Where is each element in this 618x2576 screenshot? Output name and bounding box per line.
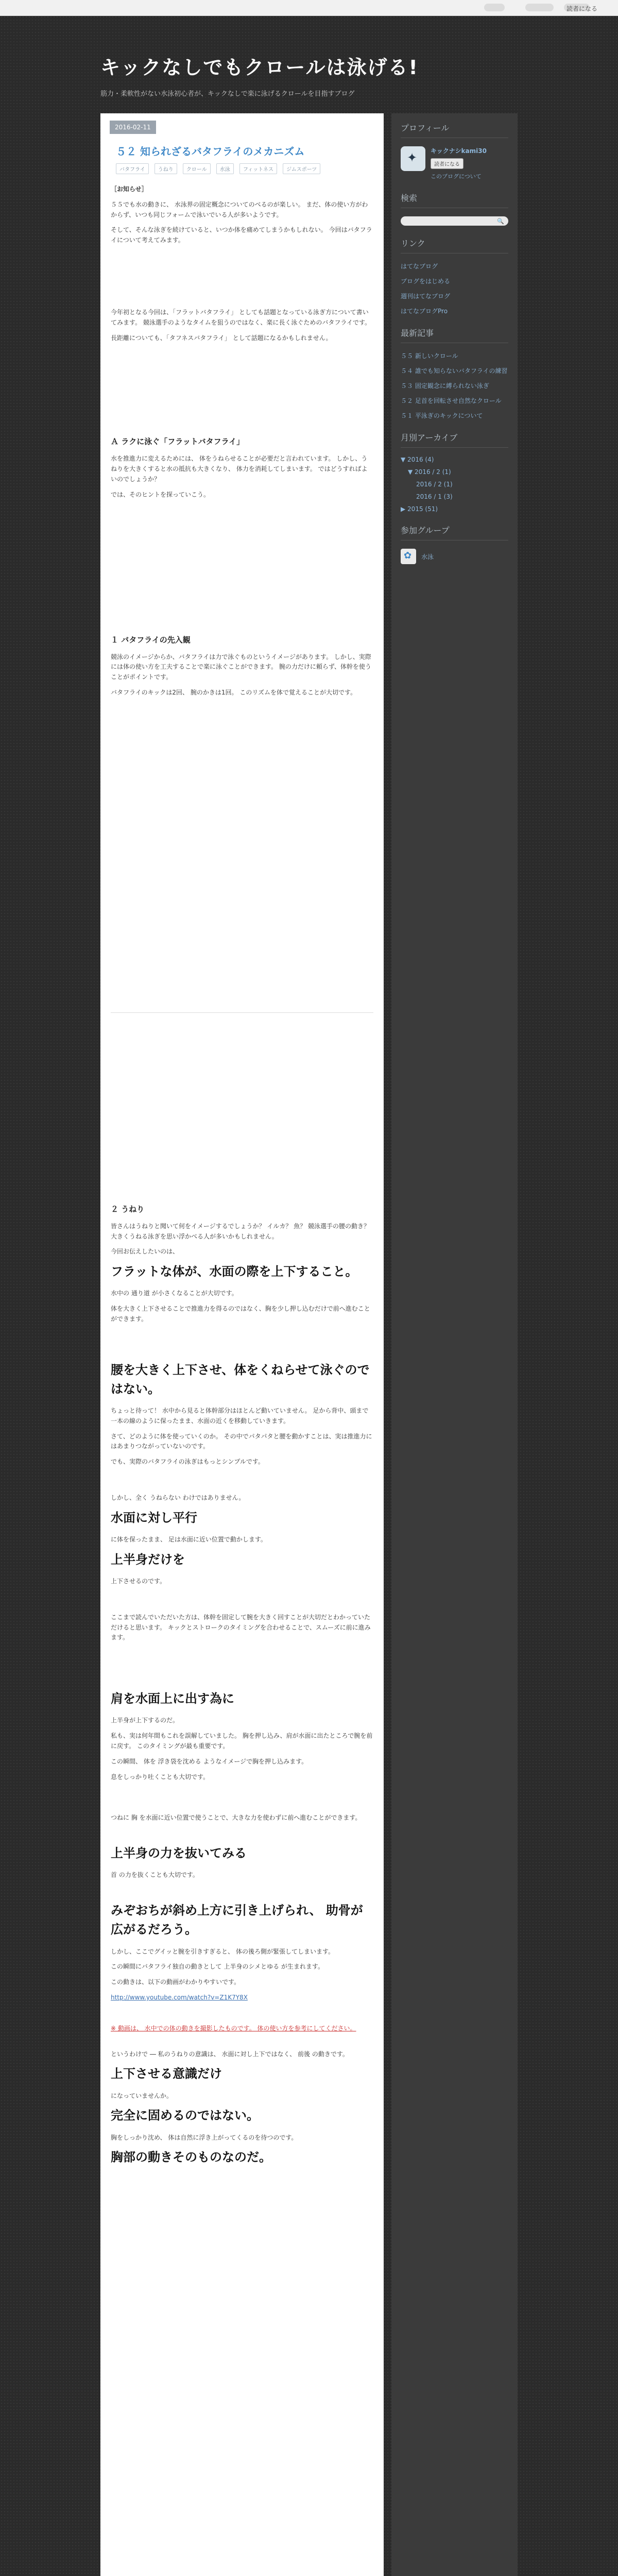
group-heading: 参加グループ — [401, 524, 508, 540]
archive-item[interactable]: ▶ 2015 (51) — [401, 505, 438, 513]
paragraph: しかし、ここでグイッと腕を引きすぎると、 体の後ろ側が緊張してしまいます。 — [111, 1947, 335, 1955]
paragraph: 上半身が上下するのだ。 — [111, 1717, 179, 1724]
archive-item[interactable]: 2016 / 1 (3) — [416, 493, 453, 500]
intro-paragraph: ５５でも水の動きに、 水泳界の固定概念についてのべるのが楽しい。 まだ、体の使い方がわからず、いつも同じフォームで泳いでいる人が多いようです。 — [111, 200, 368, 218]
paragraph: に体を保ったまま、 足は水面に近い位置で動かします。 — [111, 1536, 267, 1544]
tag[interactable]: ジムスポーツ — [283, 163, 320, 174]
top-bar — [0, 0, 618, 16]
paragraph: この瞬間、 体を 浮き袋を沈める ようなイメージで胸を押し込みます。 — [111, 1757, 308, 1765]
group-item[interactable] — [401, 549, 508, 564]
emphasis-text: 腰を大きく上下させ、体をくねらせて泳ぐのではない。 — [111, 1362, 370, 1396]
reader-button[interactable]: 読者になる — [566, 5, 597, 12]
archive-item[interactable]: 2016 / 2 (1) — [416, 481, 453, 488]
avatar[interactable] — [401, 146, 425, 171]
emphasis-text: 胸部の動きそのものなのだ。 — [111, 2150, 271, 2165]
follow-button[interactable]: 読者になる — [431, 158, 464, 169]
paragraph: 息をしっかり吐くことも大切です。 — [111, 1773, 210, 1781]
lead-paragraph: 今年初となる今回は、「フラットバタフライ」 としても話題となっている泳ぎ方について書いてみます。 競泳選手のようなタイムを狙うのではなく、楽に長く泳ぐためのバタフライです。 — [111, 308, 371, 326]
topbar-pill — [484, 4, 505, 11]
emphasis-text: みぞおちが斜め上方に引き上げられ、 助骨が広がるだろう。 — [111, 1903, 363, 1937]
about-link[interactable]: このブログについて — [431, 173, 482, 180]
profile-name[interactable]: キックナシkami30 — [431, 147, 487, 155]
tag[interactable]: うねり — [154, 163, 177, 174]
paragraph: 私も、実は何年間もこれを誤解していました。 胸を押し込み、肩が水面に出たところで腕を前に戻す。 このタイミングが最も重要です。 — [111, 1732, 373, 1750]
archive-item[interactable]: ▼ 2016 / 2 (1) — [408, 468, 451, 476]
intro-paragraph: そして、そんな泳ぎを続けていると、いつか体を痛めてしまうかもしれない。 今回はバタフライについて考えてみます。 — [111, 226, 372, 244]
section-heading: ２ うねり — [111, 1204, 145, 1214]
search-heading: 検索 — [401, 192, 508, 208]
profile-heading: プロフィール — [401, 113, 508, 138]
recent-heading: 最新記事 — [401, 327, 508, 343]
section-paragraph: 競泳のイメージからか、バタフライは力で泳ぐものというイメージがあります。 しかし、実際には体の使い方を工夫することで楽に泳ぐことができます。 腕の力だけに頼らず、体幹を使うことがポイントです。 — [111, 653, 371, 681]
archive-heading: 月別アーカイブ — [401, 431, 508, 448]
lead-paragraph: 長距離についても、「タフネスバタフライ」 として話題になるかもしれません。 — [111, 334, 332, 342]
emphasis-text: 上半身だけを — [111, 1552, 185, 1567]
paragraph: さて、どのように体を使っていくのか。 その中でパタパタと腰を動かすことは、実は推進力にはあまりつながっていないのです。 — [111, 1432, 372, 1450]
paragraph: この動きは、以下の動画がわかりやすいです。 — [111, 1978, 241, 1986]
blog-description: 筋力・柔軟性がない水泳初心者が、キックなしで楽に泳げるクロールを目指すブログ — [100, 90, 355, 98]
paragraph: 首 の力を抜くことも大切です。 — [111, 1871, 199, 1879]
paragraph: でも、実際のバタフライの泳ぎはもっとシンプルです。 — [111, 1458, 264, 1466]
emphasis-text: フラットな体が、水面の際を上下すること。 — [111, 1264, 358, 1279]
post — [100, 143, 384, 2167]
emphasis-text: 上半身の力を抜いてみる — [111, 1846, 247, 1861]
search-icon[interactable]: 🔍 — [497, 217, 504, 225]
group-name[interactable]: 水泳 — [421, 553, 434, 561]
tag[interactable]: バタフライ — [116, 163, 149, 174]
recent-post-link[interactable]: ５１ 平泳ぎのキックについて — [401, 412, 483, 419]
recent-post-link[interactable]: ５４ 誰でも知らないバタフライの練習 — [401, 367, 508, 375]
post-tags — [116, 163, 373, 174]
sidebar-link[interactable]: はてなブログPro — [401, 308, 448, 315]
recent-post-link[interactable]: ５３ 固定観念に縛られない泳ぎ — [401, 382, 489, 389]
links-heading: リンク — [401, 237, 508, 253]
paragraph: ここまで読んでいただいた方は、体幹を固定して腕を大きく回すことが大切だとわかっていただけると思います。 キックとストロークのタイミングを合わせることで、スムーズに前に進みます。 — [111, 1613, 371, 1641]
emphasis-text: 完全に固めるのではない。 — [111, 2108, 259, 2123]
paragraph: 体を大きく上下させることで推進力を得るのではなく、胸を少し押し込むだけで前へ進むことができます。 — [111, 1305, 370, 1323]
section-heading: １ バタフライの先入観 — [111, 635, 191, 645]
blog-title[interactable]: キックなしでもクロールは泳げる! — [100, 56, 419, 79]
sidebar-link[interactable]: はてなブログ — [401, 263, 438, 270]
emphasis-text: 水面に対し平行 — [111, 1510, 197, 1525]
sidebar-link[interactable]: ブログをはじめる — [401, 278, 451, 285]
recent-post-link[interactable]: ５２ 足首を回転させ自然なクロール — [401, 397, 502, 404]
search-box — [401, 216, 508, 226]
section-paragraph: 水を推進力に変えるためには、 体をうねらせることが必要だと言われています。 しかし、うねりを大きくすると水の抵抗も大きくなり、 体力を消耗してしまいます。 ではどうすればよいのでしょうか？ — [111, 455, 368, 483]
divider — [111, 1012, 373, 1013]
search-input[interactable] — [405, 217, 497, 225]
sidebar-link[interactable]: 週刊はてなブログ — [401, 293, 451, 300]
blog-header — [100, 52, 518, 98]
tag[interactable]: クロール — [183, 163, 211, 174]
tag[interactable]: 水泳 — [216, 163, 234, 174]
paragraph: つねに 胸 を水面に近い位置で使うことで、大きな力を使わずに前へ進むことができます。 — [111, 1814, 362, 1822]
paragraph: しかし、全く うねらない わけではありません。 — [111, 1494, 245, 1502]
paragraph: 水中の 通り道 が小さくなることが大切です。 — [111, 1290, 238, 1297]
video-link[interactable]: http://www.youtube.com/watch?v=Z1K7Y8X — [111, 1993, 248, 2001]
tag[interactable]: フィットネス — [239, 163, 277, 174]
paragraph: というわけで ― 私のうねりの意識は、 水面に対し上下ではなく、 前後 の動きです。 — [111, 2050, 349, 2058]
section-paragraph: 皆さんはうねりと聞いて何をイメージするでしょうか？ イルカ？ 魚？ 競泳選手の腰の動き？ 大きくうねる泳ぎを思い浮かべる人が多いかもしれません。 — [111, 1222, 370, 1240]
section-paragraph: 今回お伝えしたいのは、 — [111, 1248, 179, 1256]
recent-post-link[interactable]: ５５ 新しいクロール — [401, 352, 458, 360]
paragraph: 上下させるのです。 — [111, 1578, 166, 1585]
note-text: ※ 動画は、 水中での体の動きを撮影したものです。 体の使い方を参考にしてください。 — [111, 2024, 356, 2032]
section-paragraph: バタフライのキックは2回、 腕のかきは1回。 このリズムを体で覚えることが大切です。 — [111, 688, 357, 696]
emphasis-text: 上下させる意識だけ — [111, 2066, 222, 2081]
paragraph: ちょっと待って！ 水中から見ると体幹部分はほとんど動いていません。 足から背中、頭まで一本の線のように保ったまま、水面の近くを移動していきます。 — [111, 1407, 369, 1425]
post-title[interactable]: ５２ 知られざるバタフライのメカニズム — [116, 145, 305, 158]
archive-item[interactable]: ▼ 2016 (4) — [401, 456, 434, 463]
paragraph: 胸をしっかり沈め、 体は自然に浮き上がってくるのを待つのです。 — [111, 2133, 298, 2141]
section-heading: Ａ ラクに泳ぐ「フラットバタフライ」 — [111, 437, 245, 447]
sidebar — [391, 113, 518, 2576]
emphasis-text: 肩を水面上に出す為に — [111, 1691, 234, 1706]
paragraph: になっていませんか。 — [111, 2092, 173, 2099]
group-icon — [401, 549, 416, 564]
main-content — [100, 113, 384, 2576]
post-date: 2016-02-11 — [110, 121, 156, 134]
paragraph: この瞬間にバタフライ独自の動きとして 上半身のシメとゆる が生まれます。 — [111, 1963, 324, 1971]
topbar-pill — [525, 4, 554, 11]
section-paragraph: では、そのヒントを探っていこう。 — [111, 490, 210, 498]
profile — [401, 146, 508, 180]
intro-heading: ［お知らせ］ — [111, 185, 148, 193]
